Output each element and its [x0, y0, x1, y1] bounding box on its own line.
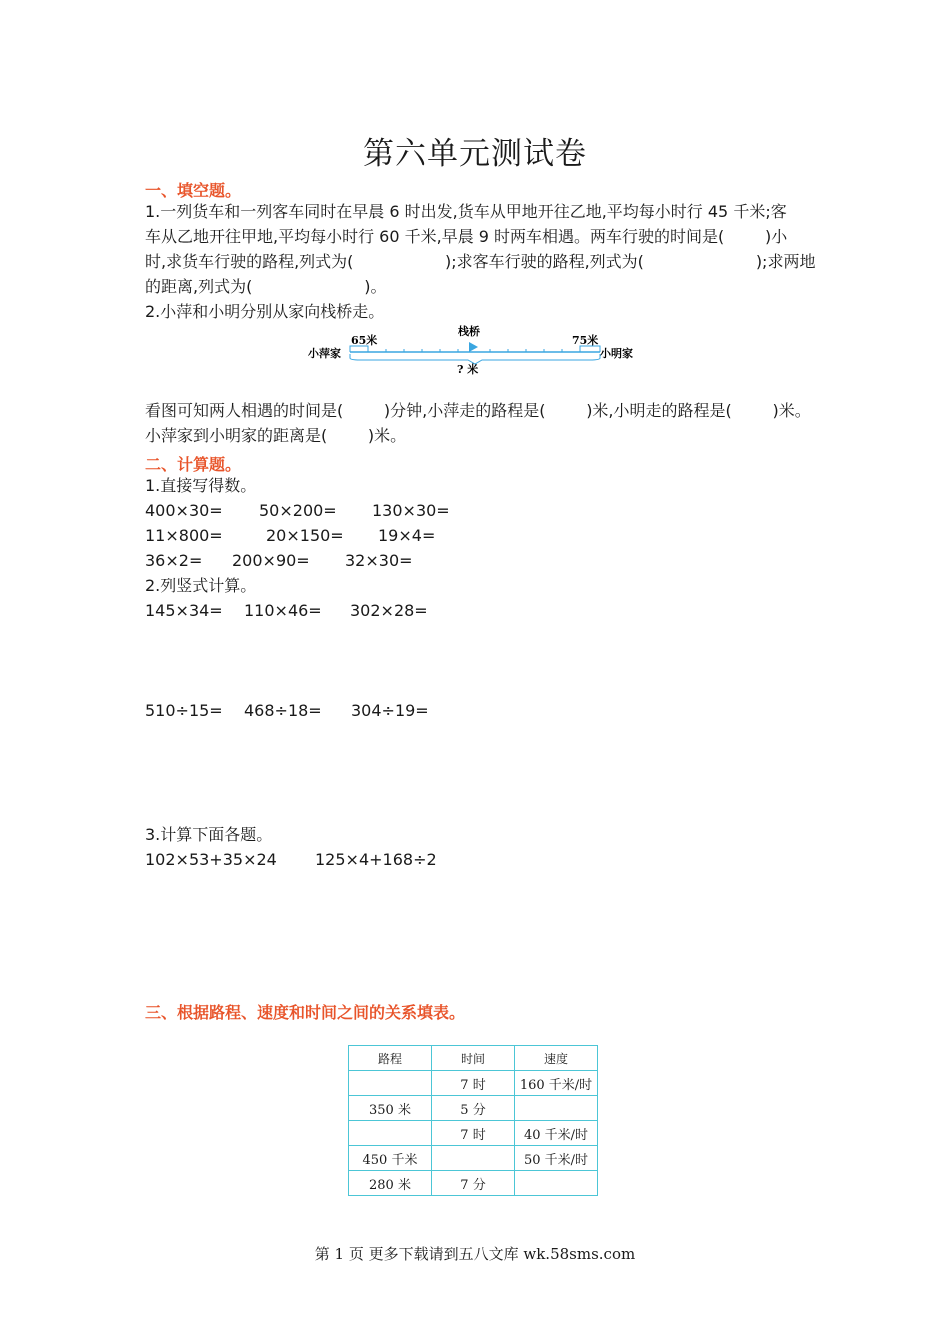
table-header-row: [349, 1046, 598, 1071]
q1-line-1: 1.一列货车和一列客车同时在早晨 6 时出发,货车从甲地开往乙地,平均每小时行 45 千米;客: [145, 202, 787, 221]
vertical-row-2-item-2: 468÷18=: [244, 701, 322, 720]
q1-line-3: 时,求货车行驶的路程,列式为( );求客车行驶的路程,列式为( );求两地: [145, 252, 816, 271]
calc-row-1-item-1: 400×30=: [145, 501, 223, 520]
table-row: [349, 1146, 598, 1171]
table-cell: 7 分: [432, 1171, 515, 1196]
q2-answer-line-1: 看图可知两人相遇的时间是( )分钟,小萍走的路程是( )米,小明走的路程是( )米。: [145, 401, 811, 420]
table-cell: 40 千米/时: [515, 1121, 598, 1146]
calc-q2-title: 2.列竖式计算。: [145, 576, 257, 595]
table-row: [349, 1171, 598, 1196]
table-cell: [349, 1121, 432, 1146]
calc-row-1-item-2: 50×200=: [259, 501, 337, 520]
page-footer: 第 1 页 更多下载请到五八文库 wk.58sms.com: [314, 1245, 636, 1263]
section-table-heading: 三、根据路程、速度和时间之间的关系填表。: [145, 1003, 466, 1022]
calc-row-2-item-2: 20×150=: [266, 526, 344, 545]
left-home-label: 小萍家: [308, 347, 341, 360]
table-cell: 160 千米/时: [515, 1071, 598, 1096]
left-brace: [350, 346, 368, 349]
calc-q1-title: 1.直接写得数。: [145, 476, 257, 495]
table-cell: 7 时: [432, 1071, 515, 1096]
table-cell: [515, 1096, 598, 1121]
right-speed-label: 75米: [572, 334, 599, 347]
section-fill-blank-heading: 一、填空题。: [145, 181, 242, 200]
mixed-item-2: 125×4+168÷2: [315, 850, 437, 869]
header-speed: 速度: [515, 1046, 598, 1071]
calc-row-3-item-1: 36×2=: [145, 551, 203, 570]
table-row: [349, 1096, 598, 1121]
calc-row-3-item-3: 32×30=: [345, 551, 413, 570]
header-distance: 路程: [349, 1046, 432, 1071]
q2-intro: 2.小萍和小明分别从家向栈桥走。: [145, 302, 385, 321]
table-cell: [349, 1071, 432, 1096]
table-cell: 50 千米/时: [515, 1146, 598, 1171]
right-brace: [580, 346, 600, 349]
q1-line-4: 的距离,列式为( )。: [145, 277, 387, 296]
calc-q3-title: 3.计算下面各题。: [145, 825, 273, 844]
vertical-row-1-item-2: 110×46=: [244, 601, 322, 620]
vertical-row-2-item-3: 304÷19=: [351, 701, 429, 720]
bridge-diagram: [300, 322, 660, 380]
header-time: 时间: [432, 1046, 515, 1071]
vertical-row-2-item-1: 510÷15=: [145, 701, 223, 720]
table-cell: [432, 1146, 515, 1171]
bridge-label: 栈桥: [458, 325, 480, 338]
q2-answer-line-2: 小萍家到小明家的距离是( )米。: [145, 426, 407, 445]
vertical-row-1-item-3: 302×28=: [350, 601, 428, 620]
relation-table: [348, 1045, 598, 1196]
table-cell: 7 时: [432, 1121, 515, 1146]
table-cell: 350 米: [349, 1096, 432, 1121]
right-home-label: 小明家: [600, 347, 633, 360]
table-cell: 5 分: [432, 1096, 515, 1121]
calc-row-2-item-3: 19×4=: [378, 526, 436, 545]
calc-row-3-item-2: 200×90=: [232, 551, 310, 570]
table-row: [349, 1071, 598, 1096]
left-speed-label: 65米: [351, 334, 378, 347]
section-calc-heading: 二、计算题。: [145, 455, 242, 474]
table-cell: 450 千米: [349, 1146, 432, 1171]
calc-row-1-item-3: 130×30=: [372, 501, 450, 520]
table-cell: [515, 1171, 598, 1196]
bridge-flag-icon: [469, 342, 478, 352]
calc-row-2-item-1: 11×800=: [145, 526, 223, 545]
page-title: 第六单元测试卷: [363, 136, 587, 172]
table-row: [349, 1121, 598, 1146]
table-cell: 280 米: [349, 1171, 432, 1196]
mixed-item-1: 102×53+35×24: [145, 850, 277, 869]
total-distance-label: ? 米: [457, 363, 479, 376]
q1-line-2: 车从乙地开往甲地,平均每小时行 60 千米,早晨 9 时两车相遇。两车行驶的时间是( )小: [145, 227, 788, 246]
vertical-row-1-item-1: 145×34=: [145, 601, 223, 620]
